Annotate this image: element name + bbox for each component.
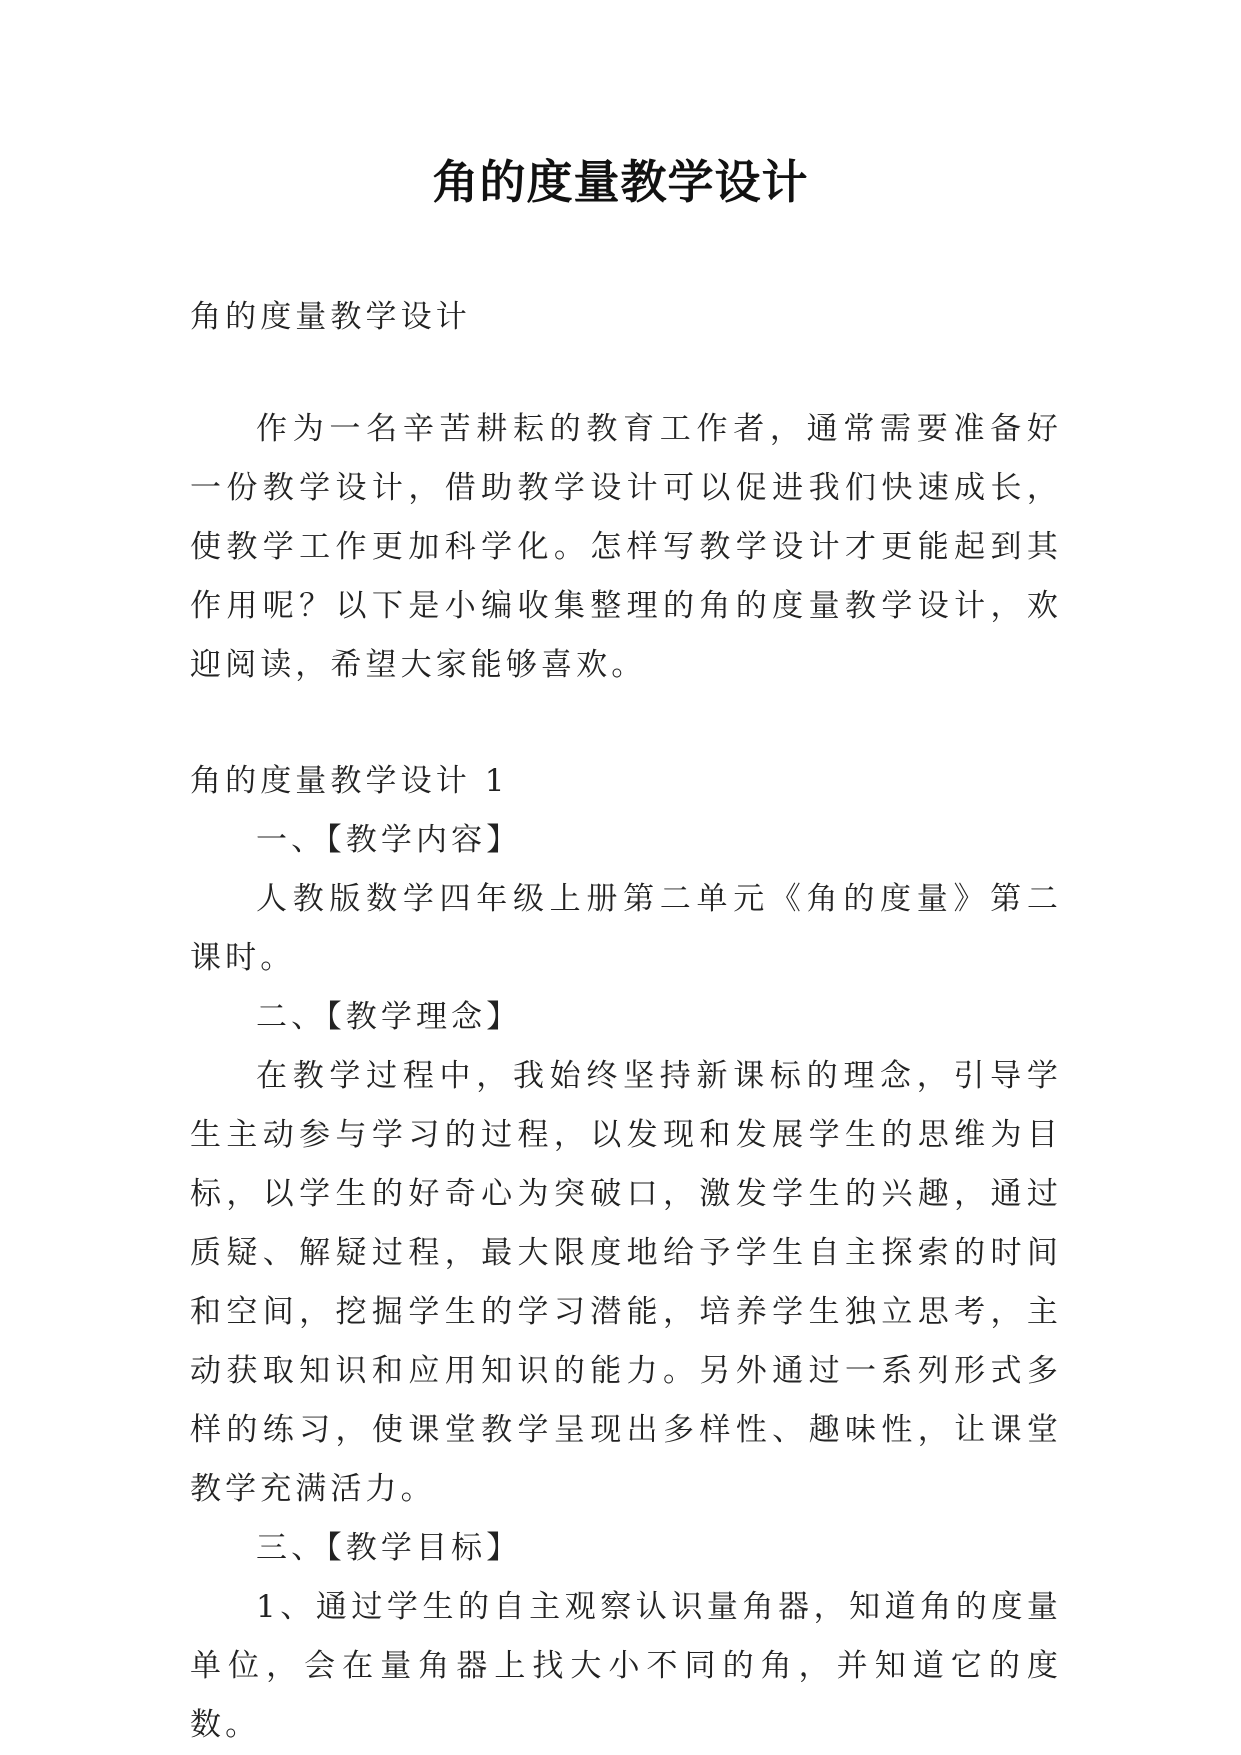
lesson-section (190, 752, 1062, 1755)
part1-text: 人教版数学四年级上册第二单元《角的度量》第二课时。 (190, 881, 1062, 976)
document-subtitle: 角的度量教学设计 (190, 299, 471, 335)
part3-item-1: 1、通过学生的自主观察认识量角器，知道角的度量单位，会在量角器上找大小不同的角，并知道它的度数。 (190, 1589, 1062, 1743)
part1-heading: 一、【教学内容】 (256, 822, 522, 858)
intro-paragraph: 作为一名辛苦耕耘的教育工作者，通常需要准备好一份教学设计，借助教学设计可以促进我们快速成长，使教学工作更加科学化。怎样写教学设计才更能起到其作用呢？以下是小编收集整理的角的度量教学设计，欢迎阅读，希望大家能够喜欢。 (190, 411, 1062, 683)
document-title: 角的度量教学设计 (432, 155, 809, 209)
section-title: 角的度量教学设计 1 (190, 763, 509, 799)
part2-heading: 二、【教学理念】 (256, 999, 522, 1035)
part3-heading: 三、【教学目标】 (256, 1530, 522, 1566)
part2-text: 在教学过程中，我始终坚持新课标的理念，引导学生主动参与学习的过程，以发现和发展学生的思维为目标，以学生的好奇心为突破口，激发学生的兴趣，通过质疑、解疑过程，最大限度地给予学生自主探索的时间和空间，挖掘学生的学习潜能，培养学生独立思考，主动获取知识和应用知识的能力。另外通过一系列形式多样的练习，使课堂教学呈现出多样性、趣味性，让课堂教学充满活力。 (190, 1058, 1062, 1507)
